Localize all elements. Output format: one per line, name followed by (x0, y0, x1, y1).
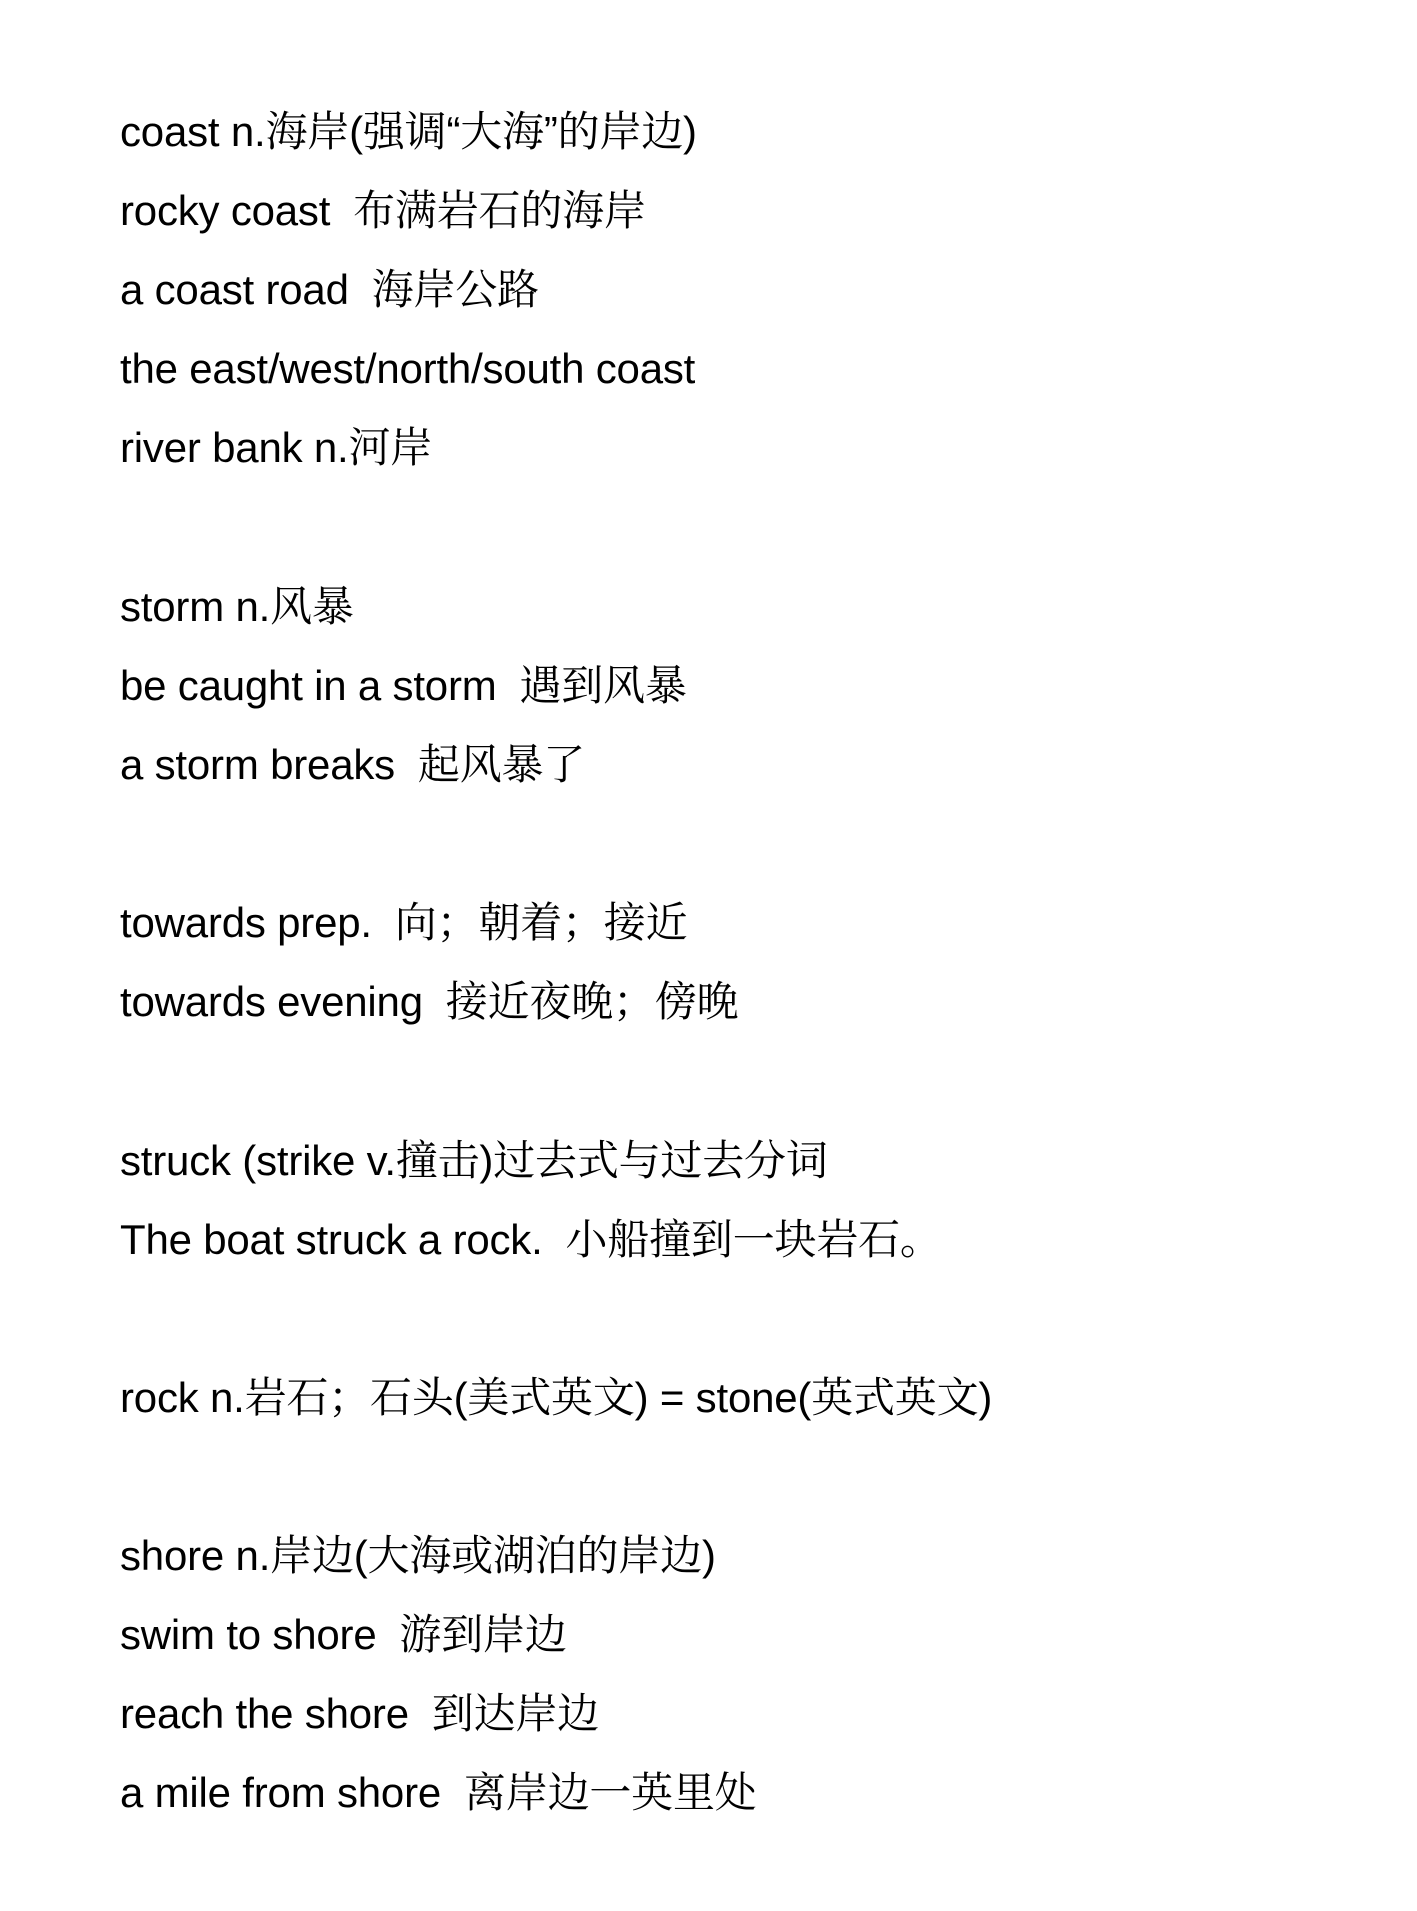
entry-caught-in-storm: be caught in a storm 遇到风暴 (120, 662, 687, 709)
entry-coast-definition: coast n.海岸(强调“大海”的岸边) (120, 108, 697, 155)
entry-coast-road: a coast road 海岸公路 (120, 266, 539, 313)
entry-boat-struck-rock: The boat struck a rock. 小船撞到一块岩石。 (120, 1216, 942, 1263)
entry-compass-coasts: the east/west/north/south coast (120, 345, 696, 392)
entry-storm-breaks: a storm breaks 起风暴了 (120, 741, 586, 788)
entry-storm-definition: storm n.风暴 (120, 583, 354, 630)
entry-rock-definition: rock n.岩石；石头(美式英文) = stone(英式英文) (120, 1374, 993, 1421)
entry-reach-the-shore: reach the shore 到达岸边 (120, 1690, 599, 1737)
entry-rocky-coast: rocky coast 布满岩石的海岸 (120, 187, 646, 234)
entry-mile-from-shore: a mile from shore 离岸边一英里处 (120, 1769, 757, 1816)
entry-towards-evening: towards evening 接近夜晚；傍晚 (120, 978, 739, 1025)
entry-river-bank: river bank n.河岸 (120, 424, 433, 471)
entry-towards-definition: towards prep. 向；朝着；接近 (120, 899, 688, 946)
entry-struck-definition: struck (strike v.撞击)过去式与过去分词 (120, 1137, 828, 1184)
entry-swim-to-shore: swim to shore 游到岸边 (120, 1611, 567, 1658)
entry-shore-definition: shore n.岸边(大海或湖泊的岸边) (120, 1532, 716, 1579)
